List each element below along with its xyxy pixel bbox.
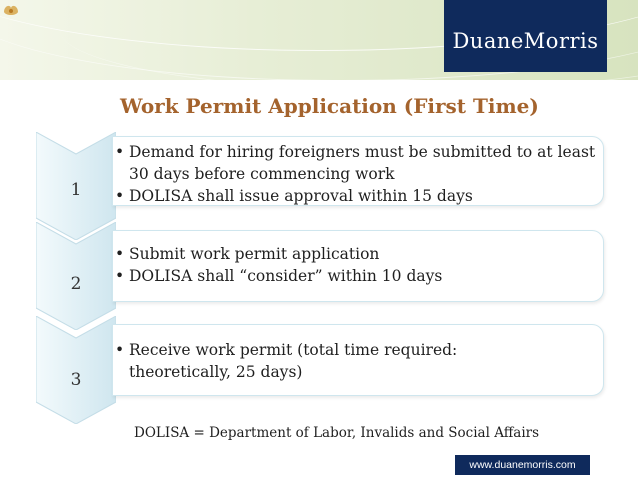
step-2-card	[112, 230, 604, 302]
step-1-card	[112, 136, 604, 206]
step-3-chevron	[36, 316, 116, 424]
ornament-icon	[2, 2, 20, 18]
footnote: DOLISA = Department of Labor, Invalids and Social Affairs	[134, 425, 540, 441]
step-2-bullet-1: • Submit work permit application	[113, 243, 603, 265]
step-1-bullet-1: • Demand for hiring foreigners must be submitted to at least 30 days before commencing work	[113, 141, 603, 185]
step-2-chevron	[36, 222, 116, 330]
slide-title: Work Permit Application (First Time)	[120, 94, 539, 118]
step-number: 3	[70, 370, 82, 390]
step-2-bullet-2: • DOLISA shall “consider” within 10 days	[113, 265, 603, 287]
footer-url[interactable]: www.duanemorris.com	[455, 455, 590, 475]
step-number: 2	[70, 274, 82, 294]
header-band	[0, 0, 638, 80]
step-1-bullet-2: • DOLISA shall issue approval within 15 days	[113, 185, 603, 207]
step-3-bullet-1: • Receive work permit (total time required: theoretically, 25 days)	[113, 339, 513, 383]
company-logo[interactable]	[444, 0, 607, 72]
step-3-card	[112, 324, 604, 396]
logo-text: DuaneMorris	[452, 29, 599, 53]
step-number: 1	[70, 180, 82, 200]
